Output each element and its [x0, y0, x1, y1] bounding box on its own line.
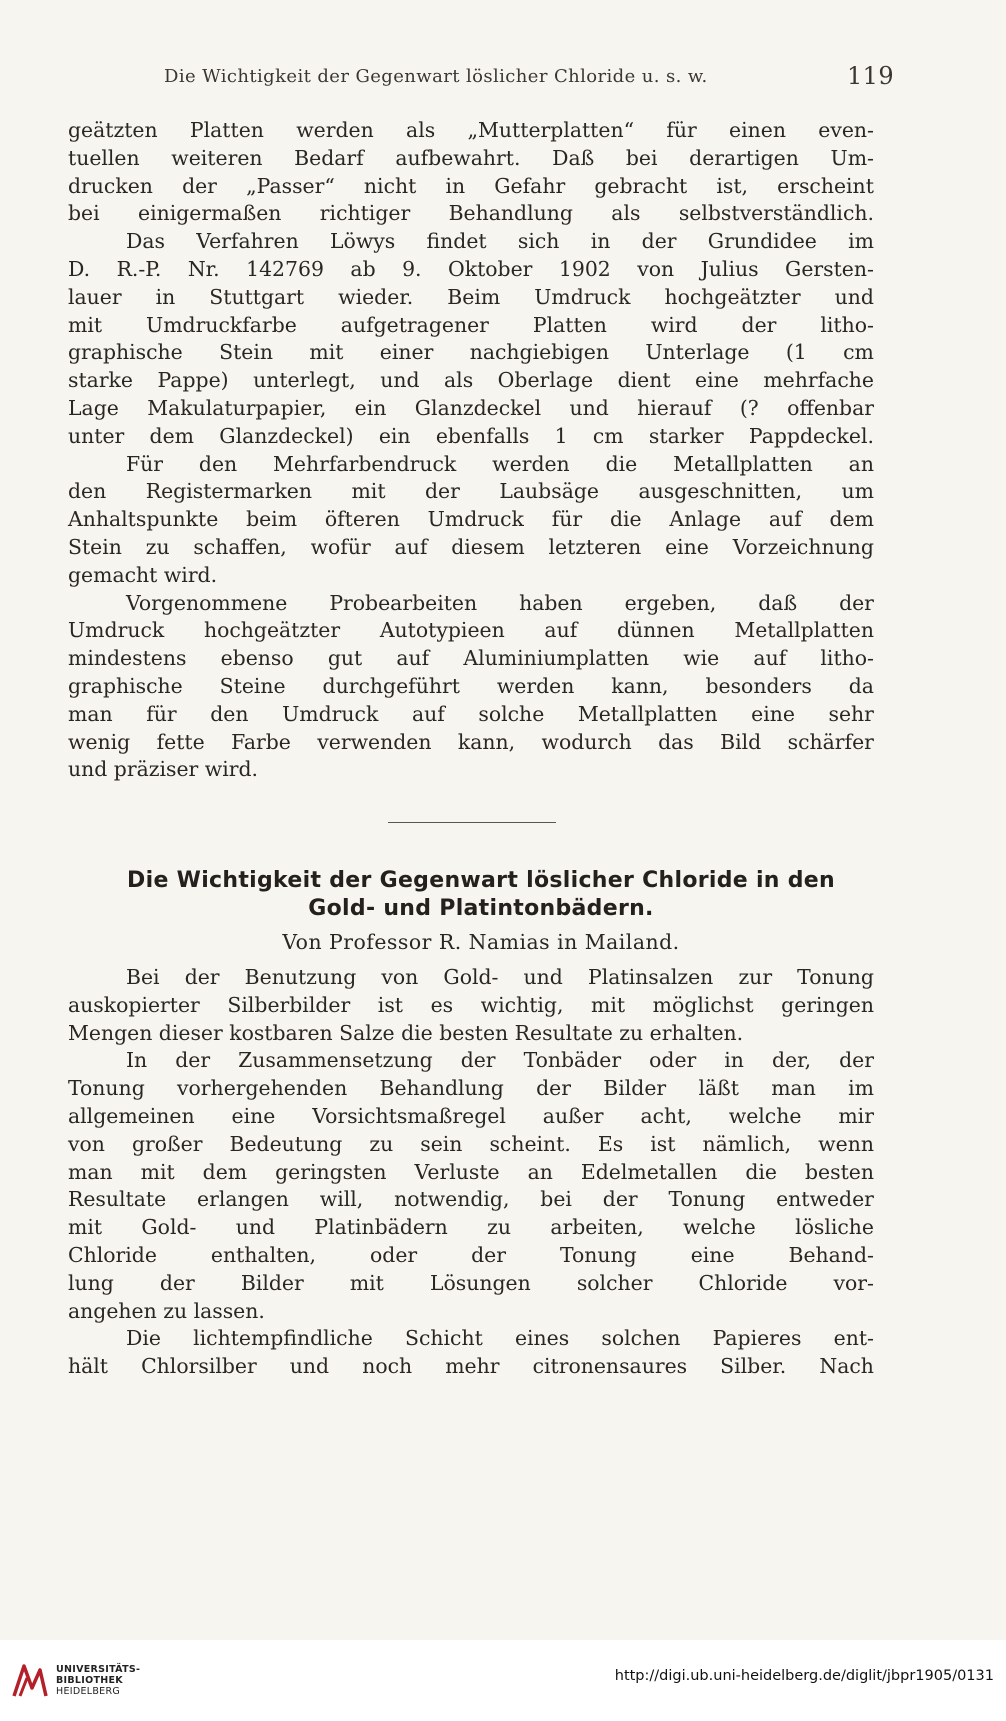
text-line: man mit dem geringsten Verluste an Edelmetallen die besten: [68, 1159, 874, 1184]
text-line: Chloride enthalten, oder der Tonung eine Behand-: [68, 1242, 874, 1267]
text-line: Vorgenommene Probearbeiten haben ergeben, daß der: [126, 590, 874, 615]
text-line: von großer Bedeutung zu sein scheint. Es ist nämlich, wenn: [68, 1131, 874, 1156]
text-line: Lage Makulaturpapier, ein Glanzdeckel und hierauf (? offenbar: [68, 395, 874, 420]
text-line: starke Pappe) unterlegt, und als Oberlage dient eine mehrfache: [68, 368, 874, 393]
article-headline-line2: Gold- und Platintonbädern.: [308, 896, 654, 921]
text-line: Bei der Benutzung von Gold- und Platinsalzen zur Tonung: [126, 965, 874, 989]
text-line: Anhaltspunkte beim öfteren Umdruck für die Anlage auf dem: [68, 507, 874, 532]
running-title: Die Wichtigkeit der Gegenwart löslicher Chloride u. s. w.: [164, 66, 708, 87]
text-line: Das Verfahren Löwys findet sich in der Grundidee im: [126, 229, 874, 254]
text-line: Umdruck hochgeätzter Autotypieen auf dünnen Metallplatten: [68, 618, 874, 643]
text-line: Resultate erlangen will, notwendig, bei der Tonung entweder: [68, 1187, 874, 1212]
text-line: Für den Mehrfarbendruck werden die Metallplatten an: [126, 451, 874, 476]
text-line: lauer in Stuttgart wieder. Beim Umdruck hochgeätzter und: [68, 284, 874, 309]
text-line: geätzten Platten werden als „Mutterplatten“ für einen even-: [68, 118, 874, 142]
source-url-link[interactable]: http://digi.ub.uni-heidelberg.de/diglit/jbpr1905/0131: [614, 1668, 994, 1684]
text-line: wenig fette Farbe verwenden kann, wodurch das Bild schärfer: [68, 729, 874, 754]
library-logo-icon: [10, 1660, 50, 1700]
text-line: bei einigermaßen richtiger Behandlung als selbstverständlich.: [68, 201, 874, 226]
section-divider: [388, 822, 556, 823]
text-line: allgemeinen eine Vorsichtsmaßregel außer acht, welche mir: [68, 1103, 874, 1128]
text-line: drucken der „Passer“ nicht in Gefahr gebracht ist, erscheint: [68, 173, 874, 198]
logo-line-2: BIBLIOTHEK: [56, 1675, 123, 1686]
text-line: D. R.-P. Nr. 142769 ab 9. Oktober 1902 von Julius Gersten-: [68, 256, 874, 281]
text-line: Tonung vorhergehenden Behandlung der Bilder läßt man im: [68, 1076, 874, 1101]
library-logo-text: [56, 1664, 140, 1697]
text-line: auskopierter Silberbilder ist es wichtig, mit möglichst geringen: [68, 992, 874, 1017]
text-line: gemacht wird.: [68, 562, 218, 587]
logo-line-3: HEIDELBERG: [56, 1686, 121, 1697]
text-line: mit Umdruckfarbe aufgetragener Platten wird der litho-: [68, 312, 874, 337]
article-headline-line1: Die Wichtigkeit der Gegenwart löslicher Chloride in den: [127, 868, 835, 893]
text-line: und präziser wird.: [68, 757, 259, 782]
text-line: man für den Umdruck auf solche Metallplatten eine sehr: [68, 701, 874, 726]
text-line: Die lichtempfindliche Schicht eines solchen Papieres ent-: [126, 1326, 874, 1351]
text-line: Stein zu schaffen, wofür auf diesem letzteren eine Vorzeichnung: [68, 534, 874, 559]
text-line: angehen zu lassen.: [68, 1298, 265, 1323]
text-line: Mengen dieser kostbaren Salze die besten Resultate zu erhalten.: [68, 1020, 744, 1045]
text-line: mindestens ebenso gut auf Aluminiumplatten wie auf litho-: [68, 646, 874, 671]
text-line: unter dem Glanzdeckel) ein ebenfalls 1 cm starker Pappdeckel.: [68, 423, 874, 448]
text-line: den Registermarken mit der Laubsäge ausgeschnitten, um: [68, 479, 874, 504]
body-text-continued: [68, 117, 874, 784]
text-line: hält Chlorsilber und noch mehr citronensaures Silber. Nach: [68, 1354, 874, 1379]
text-line: lung der Bilder mit Lösungen solcher Chloride vor-: [68, 1270, 874, 1295]
page-number: 119: [846, 62, 894, 90]
digitization-footer: [0, 1640, 1006, 1721]
text-line: tuellen weiteren Bedarf aufbewahrt. Daß bei derartigen Um-: [68, 145, 874, 170]
text-line: graphische Steine durchgeführt werden kann, besonders da: [68, 673, 874, 698]
logo-line-1: UNIVERSITÄTS-: [56, 1664, 141, 1675]
text-line: In der Zusammensetzung der Tonbäder oder in der, der: [126, 1048, 874, 1073]
article-body-text: [68, 964, 874, 1381]
text-line: mit Gold- und Platinbädern zu arbeiten, welche lösliche: [68, 1215, 874, 1240]
text-line: graphische Stein mit einer nachgiebigen Unterlage (1 cm: [68, 340, 874, 365]
article-byline: Von Professor R. Namias in Mailand.: [282, 930, 680, 954]
